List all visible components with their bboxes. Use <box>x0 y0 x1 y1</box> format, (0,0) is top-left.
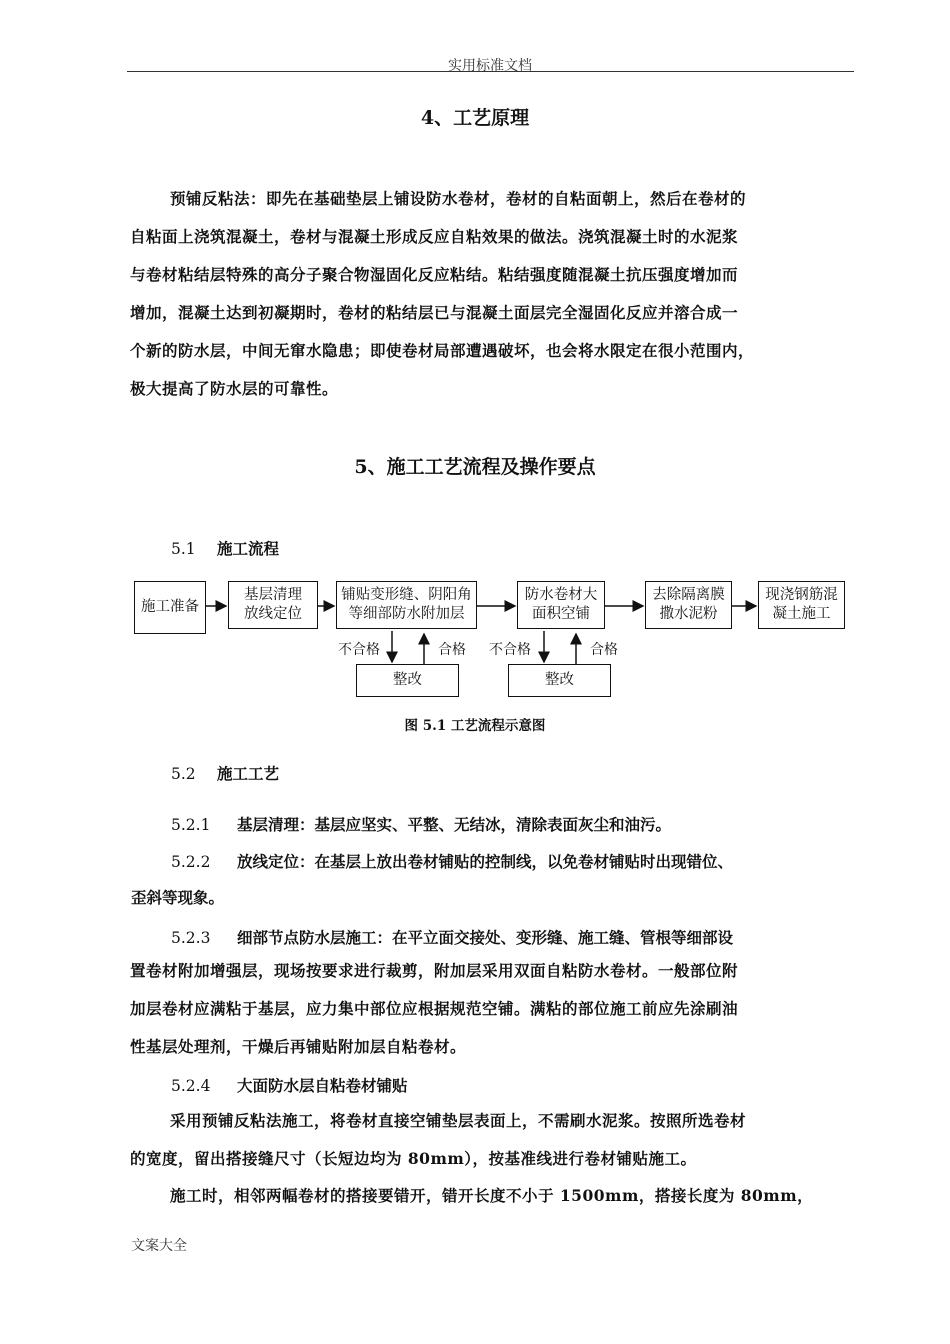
pass-label: 合格 <box>590 642 618 658</box>
process-flowchart <box>130 576 850 701</box>
paragraph-line: 施工时，相邻两幅卷材的搭接要错开，错开长度不小于 1500mm，搭接长度为 80mm， <box>170 1186 814 1205</box>
flow-step-pour-concrete: 现浇钢筋混 凝土施工 <box>758 581 845 629</box>
paragraph-line: 置卷材附加增强层，现场按要求进行裁剪，附加层采用双面自粘防水卷材。一般部位附 <box>130 961 739 980</box>
flow-rework-box: 整改 <box>356 664 459 697</box>
flow-step-membrane-laying: 防水卷材大 面积空铺 <box>517 581 605 629</box>
paragraph-line: 采用预铺反粘法施工，将卷材直接空铺垫层表面上，不需刷水泥浆。按照所选卷材 <box>170 1111 747 1130</box>
section-5-heading: 5、施工工艺流程及操作要点 <box>354 456 596 478</box>
subsection-5-2-1: 5.2.1 基层清理：基层应坚实、平整、无结冰，清除表面灰尘和油污。 <box>171 815 672 834</box>
subsection-5-2-4-heading: 5.2.4 大面防水层自粘卷材铺贴 <box>171 1076 408 1095</box>
header-divider <box>127 71 854 72</box>
paragraph-line: 性基层处理剂，干燥后再铺贴附加层自粘卷材。 <box>130 1037 467 1056</box>
flow-step-preparation: 施工准备 <box>134 581 206 634</box>
subsection-5-2-heading: 5.2 施工工艺 <box>171 764 280 783</box>
paragraph-line: 加层卷材应满粘于基层，应力集中部位应根据规范空铺。满粘的部位施工前应先涂刷油 <box>130 999 739 1018</box>
pass-label: 合格 <box>438 642 466 658</box>
paragraph-line: 与卷材粘结层特殊的高分子聚合物湿固化反应粘结。粘结强度随混凝土抗压强度增加而 <box>130 265 739 284</box>
flow-step-base-cleaning: 基层清理 放线定位 <box>228 581 318 629</box>
paragraph-line: 增加，混凝土达到初凝期时，卷材的粘结层已与混凝土面层完全湿固化反应并溶合成一 <box>130 303 739 322</box>
subsection-5-2-4-paragraph-1 <box>130 1102 852 1178</box>
fail-label: 不合格 <box>338 642 380 658</box>
figure-caption: 图 5.1 工艺流程示意图 <box>404 718 546 734</box>
section-4-heading: 4、工艺原理 <box>420 107 530 129</box>
fail-label: 不合格 <box>489 642 531 658</box>
flow-rework-box: 整改 <box>508 664 611 697</box>
subsection-5-2-3: 5.2.3 细部节点防水层施工：在平立面交接处、变形缝、施工缝、管根等细部设 <box>171 928 734 947</box>
paragraph-line: 个新的防水层，中间无窜水隐患；即使卷材局部遭遇破坏，也会将水限定在很小范围内， <box>130 341 755 360</box>
paragraph-line: 极大提高了防水层的可靠性。 <box>130 379 339 398</box>
page-footer-text: 文案大全 <box>131 1238 187 1254</box>
section-4-paragraph <box>130 180 852 408</box>
page-header-title: 实用标准文档 <box>448 58 532 74</box>
flow-step-detail-reinforcement: 铺贴变形缝、阴阳角 等细部防水附加层 <box>336 581 477 629</box>
subsection-5-2-3-body <box>130 952 852 1066</box>
paragraph-line: 预铺反粘法：即先在基础垫层上铺设防水卷材，卷材的自粘面朝上，然后在卷材的 <box>170 189 747 208</box>
flow-step-remove-film: 去除隔离膜 撒水泥粉 <box>645 581 732 629</box>
paragraph-line: 自粘面上浇筑混凝土，卷材与混凝土形成反应自粘效果的做法。浇筑混凝土时的水泥浆 <box>130 227 739 246</box>
paragraph-line: 的宽度，留出搭接缝尺寸（长短边均为 80mm），按基准线进行卷材铺贴施工。 <box>130 1149 697 1168</box>
paragraph-line: 歪斜等现象。 <box>131 888 225 907</box>
subsection-5-1-heading: 5.1 施工流程 <box>171 539 280 558</box>
subsection-5-2-2: 5.2.2 放线定位：在基层上放出卷材铺贴的控制线，以免卷材铺贴时出现错位、 <box>171 852 734 871</box>
subsection-5-2-4-paragraph-2 <box>130 1177 852 1215</box>
